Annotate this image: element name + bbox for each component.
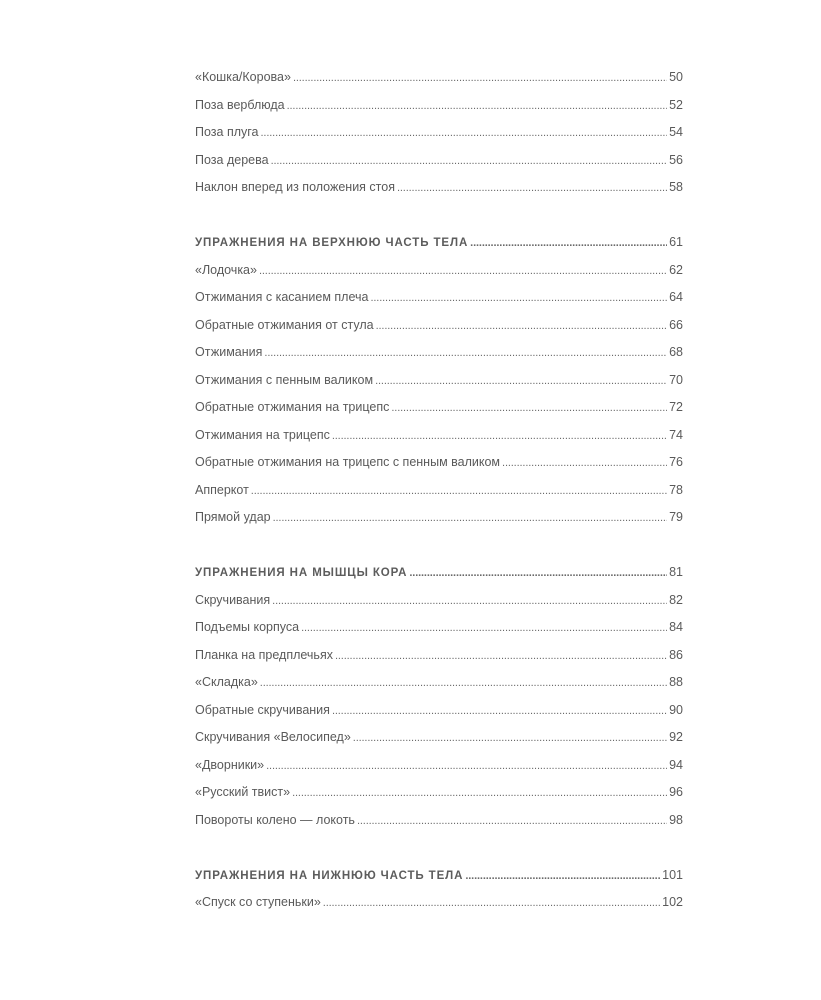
toc-entry-page: 68 bbox=[669, 345, 683, 359]
toc-entry-title: Скручивания bbox=[195, 592, 271, 607]
toc-entry-title: Отжимания с касанием плеча bbox=[195, 290, 369, 304]
toc-entry-title: «Русский твист» bbox=[195, 785, 291, 799]
dot-leader bbox=[271, 147, 668, 176]
dot-leader bbox=[502, 449, 667, 478]
dot-leader bbox=[261, 119, 668, 148]
toc-entry[interactable] bbox=[195, 642, 683, 670]
toc-entry-title: «Дворники» bbox=[195, 757, 265, 772]
toc-entry-page: 78 bbox=[669, 482, 683, 497]
toc-entry[interactable] bbox=[195, 422, 683, 450]
toc-section-heading[interactable] bbox=[195, 862, 683, 890]
toc-section-heading[interactable] bbox=[195, 229, 683, 257]
toc-entry-page: 66 bbox=[669, 317, 683, 332]
toc-entry-page: 98 bbox=[669, 812, 683, 827]
dot-leader bbox=[272, 587, 667, 616]
toc-entry-page: 54 bbox=[669, 125, 683, 139]
toc-entry-title: «Складка» bbox=[195, 675, 258, 689]
toc-entry-page: 76 bbox=[669, 455, 683, 469]
toc-entry-page: 96 bbox=[669, 785, 683, 799]
toc-entry[interactable] bbox=[195, 449, 683, 477]
toc-entry-page: 58 bbox=[669, 180, 683, 194]
toc-entry-title: Апперкот bbox=[195, 482, 249, 497]
toc-entry[interactable] bbox=[195, 367, 683, 395]
toc-entry[interactable] bbox=[195, 807, 683, 835]
toc-entry[interactable] bbox=[195, 587, 683, 615]
toc-entry-page: 62 bbox=[669, 262, 683, 277]
toc-entry[interactable] bbox=[195, 339, 683, 367]
toc-entry-title: Скручивания «Велосипед» bbox=[195, 730, 351, 744]
toc-entry-page: 56 bbox=[669, 152, 683, 167]
dot-leader bbox=[465, 863, 660, 891]
toc-entry-title: Обратные отжимания на трицепс с пенным валиком bbox=[195, 455, 501, 469]
toc-entry-page: 82 bbox=[669, 592, 683, 607]
dot-leader bbox=[323, 889, 660, 918]
dot-leader bbox=[287, 92, 668, 121]
toc-entry[interactable] bbox=[195, 614, 683, 642]
toc-entry[interactable] bbox=[195, 889, 683, 917]
dot-leader bbox=[357, 807, 667, 836]
toc-entry[interactable] bbox=[195, 504, 683, 532]
dot-leader bbox=[370, 284, 667, 313]
toc-entry-title: Прямой удар bbox=[195, 510, 271, 524]
dot-leader bbox=[409, 560, 667, 588]
dot-leader bbox=[260, 669, 667, 698]
toc-entry[interactable] bbox=[195, 697, 683, 725]
toc-entry-page: 88 bbox=[669, 675, 683, 689]
toc-entry[interactable] bbox=[195, 669, 683, 697]
section-spacer bbox=[195, 834, 683, 862]
dot-leader bbox=[293, 64, 667, 93]
toc-entry-title: Наклон вперед из положения стоя bbox=[195, 180, 395, 194]
toc-entry-page: 84 bbox=[669, 620, 683, 634]
dot-leader bbox=[301, 614, 667, 643]
toc-entry-title: Обратные скручивания bbox=[195, 702, 330, 717]
toc-entry-title: Поза дерева bbox=[195, 152, 269, 167]
toc-section-page: 101 bbox=[662, 867, 683, 882]
toc-entry[interactable] bbox=[195, 257, 683, 285]
toc-entry-page: 72 bbox=[669, 400, 683, 414]
toc-entry-title: Отжимания с пенным валиком bbox=[195, 372, 374, 387]
toc-entry[interactable] bbox=[195, 779, 683, 807]
dot-leader bbox=[332, 422, 667, 451]
toc-entry-title: Обратные отжимания на трицепс bbox=[195, 400, 390, 414]
toc-entry-page: 102 bbox=[662, 895, 683, 909]
toc-entry-page: 79 bbox=[669, 510, 683, 524]
toc-entry[interactable] bbox=[195, 64, 683, 92]
dot-leader bbox=[332, 697, 667, 726]
toc-entry[interactable] bbox=[195, 394, 683, 422]
toc-section-page: 61 bbox=[669, 235, 683, 249]
toc-entry-title: «Кошка/Корова» bbox=[195, 70, 291, 84]
dot-leader bbox=[376, 312, 667, 341]
toc-entry-title: Поза верблюда bbox=[195, 97, 285, 112]
toc-entry-page: 92 bbox=[669, 730, 683, 744]
toc-entry[interactable] bbox=[195, 752, 683, 780]
dot-leader bbox=[292, 779, 667, 808]
dot-leader bbox=[259, 257, 667, 286]
toc-entry-title: Обратные отжимания от стула bbox=[195, 317, 374, 332]
toc-entry[interactable] bbox=[195, 477, 683, 505]
section-spacer bbox=[195, 202, 683, 230]
toc-entry-title: Повороты колено — локоть bbox=[195, 812, 355, 827]
toc-entry-page: 50 bbox=[669, 70, 683, 84]
toc-section-title: УПРАЖНЕНИЯ НА ВЕРХНЮЮ ЧАСТЬ ТЕЛА bbox=[195, 237, 469, 249]
dot-leader bbox=[470, 230, 667, 258]
dot-leader bbox=[264, 339, 667, 368]
toc-entry[interactable] bbox=[195, 312, 683, 340]
table-of-contents bbox=[195, 64, 683, 917]
toc-entry-page: 64 bbox=[669, 290, 683, 304]
toc-entry[interactable] bbox=[195, 119, 683, 147]
toc-entry-page: 74 bbox=[669, 427, 683, 442]
toc-entry-page: 94 bbox=[669, 757, 683, 772]
toc-entry[interactable] bbox=[195, 92, 683, 120]
toc-entry-page: 86 bbox=[669, 647, 683, 662]
toc-section-heading[interactable] bbox=[195, 559, 683, 587]
dot-leader bbox=[397, 174, 667, 203]
toc-entry-title: «Спуск со ступеньки» bbox=[195, 895, 321, 909]
toc-entry-title: Поза плуга bbox=[195, 125, 259, 139]
dot-leader bbox=[273, 504, 667, 533]
toc-entry[interactable] bbox=[195, 284, 683, 312]
toc-section-page: 81 bbox=[669, 565, 683, 579]
toc-entry-title: Планка на предплечьях bbox=[195, 647, 333, 662]
toc-entry-title: Отжимания bbox=[195, 345, 263, 359]
dot-leader bbox=[251, 477, 667, 506]
dot-leader bbox=[353, 724, 667, 753]
dot-leader bbox=[335, 642, 667, 671]
toc-entry-page: 70 bbox=[669, 372, 683, 387]
toc-entry-page: 52 bbox=[669, 97, 683, 112]
toc-entry-title: «Лодочка» bbox=[195, 262, 257, 277]
toc-entry[interactable] bbox=[195, 147, 683, 175]
toc-section-title: УПРАЖНЕНИЯ НА НИЖНЮЮ ЧАСТЬ ТЕЛА bbox=[195, 869, 464, 882]
dot-leader bbox=[375, 367, 667, 396]
section-spacer bbox=[195, 532, 683, 560]
toc-entry-title: Отжимания на трицепс bbox=[195, 427, 330, 442]
dot-leader bbox=[391, 394, 667, 423]
dot-leader bbox=[266, 752, 667, 781]
toc-section-title: УПРАЖНЕНИЯ НА МЫШЦЫ КОРА bbox=[195, 567, 408, 579]
toc-entry-page: 90 bbox=[669, 702, 683, 717]
toc-entry-title: Подъемы корпуса bbox=[195, 620, 300, 634]
toc-entry[interactable] bbox=[195, 724, 683, 752]
toc-entry[interactable] bbox=[195, 174, 683, 202]
